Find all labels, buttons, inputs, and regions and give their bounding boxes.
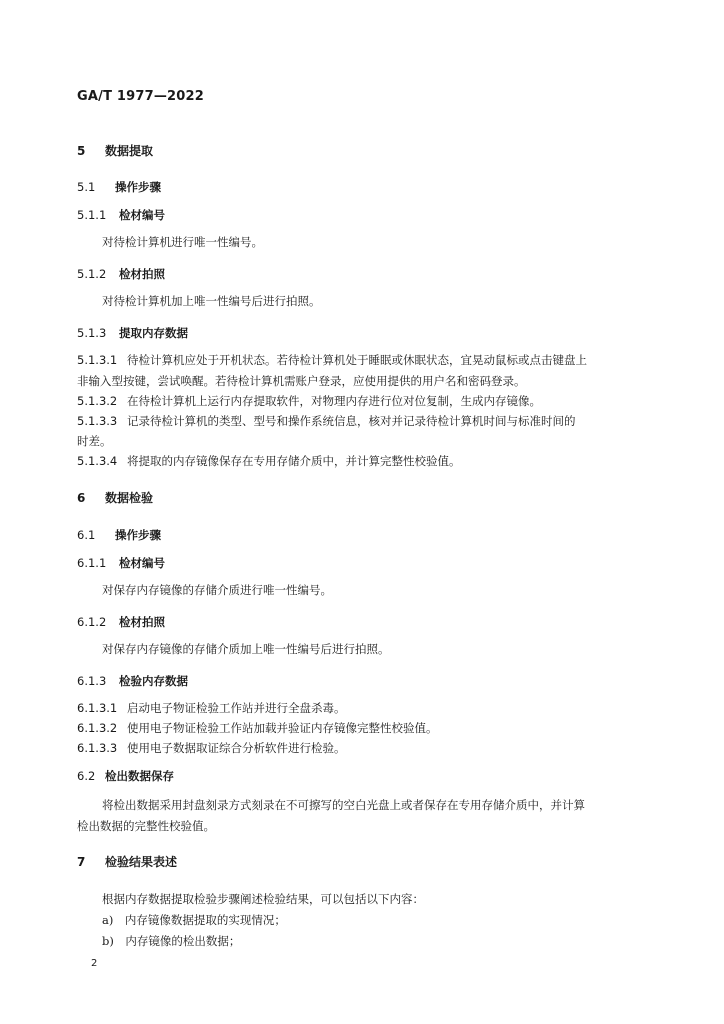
item-6-1-3-1 xyxy=(77,700,346,716)
section-7-heading xyxy=(77,854,177,870)
section-number: 6.2 xyxy=(77,769,96,783)
section-6-1-2-heading xyxy=(77,614,165,630)
section-6-heading xyxy=(77,490,153,506)
item-number: 5.1.3.3 xyxy=(77,414,118,428)
section-6-2-body-line2: 检出数据的完整性校验值。 xyxy=(77,819,215,833)
section-title: 检材编号 xyxy=(119,556,165,570)
section-5-1-heading xyxy=(77,179,161,195)
section-number: 6.1 xyxy=(77,528,96,542)
item-5-1-3-1-cont: 非输入型按键，尝试唤醒。若待检计算机需账户登录，应使用提供的用户名和密码登录。 xyxy=(77,374,526,388)
section-number: 7 xyxy=(77,855,86,869)
page-number: 2 xyxy=(91,958,98,969)
item-number: 6.1.3.2 xyxy=(77,721,118,735)
section-number: 5 xyxy=(77,144,86,158)
section-number: 5.1.3 xyxy=(77,326,107,340)
section-title: 检出数据保存 xyxy=(105,769,174,783)
item-text: 记录待检计算机的类型、型号和操作系统信息，核对并记录待检计算机时间与标准时间的 xyxy=(127,414,576,428)
section-5-1-1-body: 对待检计算机进行唯一性编号。 xyxy=(102,235,263,249)
section-title: 数据检验 xyxy=(105,491,154,505)
item-5-1-3-1 xyxy=(77,352,587,368)
list-item-b: b) 内存镜像的检出数据； xyxy=(102,934,241,948)
section-number: 5.1.2 xyxy=(77,267,107,281)
item-text: 使用电子数据取证综合分析软件进行检验。 xyxy=(127,741,346,755)
item-text: 待检计算机应处于开机状态。若待检计算机处于睡眠或休眠状态，宜晃动鼠标或点击键盘上 xyxy=(127,353,587,367)
item-number: 5.1.3.2 xyxy=(77,394,118,408)
item-text: 使用电子物证检验工作站加载并验证内存镜像完整性校验值。 xyxy=(127,721,438,735)
section-6-1-3-heading xyxy=(77,673,188,689)
item-number: 6.1.3.3 xyxy=(77,741,118,755)
item-number: 5.1.3.4 xyxy=(77,454,118,468)
section-6-2-heading xyxy=(77,768,174,784)
section-title: 检材拍照 xyxy=(119,267,165,281)
section-number: 6.1.1 xyxy=(77,556,107,570)
section-5-1-1-heading xyxy=(77,207,165,223)
section-6-1-1-body: 对保存内存镜像的存储介质进行唯一性编号。 xyxy=(102,583,332,597)
section-5-1-2-heading xyxy=(77,266,165,282)
item-6-1-3-3 xyxy=(77,740,346,756)
section-title: 提取内存数据 xyxy=(119,326,188,340)
section-title: 检材编号 xyxy=(119,208,165,222)
item-5-1-3-4 xyxy=(77,453,461,469)
list-item-a: a) 内存镜像数据提取的实现情况； xyxy=(102,913,286,927)
section-title: 操作步骤 xyxy=(115,528,161,542)
section-number: 6.1.3 xyxy=(77,674,107,688)
item-number: 5.1.3.1 xyxy=(77,353,118,367)
section-5-1-2-body: 对待检计算机加上唯一性编号后进行拍照。 xyxy=(102,294,321,308)
item-text: 启动电子物证检验工作站并进行全盘杀毒。 xyxy=(127,701,346,715)
section-title: 操作步骤 xyxy=(115,180,161,194)
standard-code-header: GA/T 1977—2022 xyxy=(77,89,205,104)
section-6-1-2-body: 对保存内存镜像的存储介质加上唯一性编号后进行拍照。 xyxy=(102,642,390,656)
section-number: 6.1.2 xyxy=(77,615,107,629)
item-5-1-3-3 xyxy=(77,413,576,429)
section-6-2-body-line1: 将检出数据采用封盘刻录方式刻录在不可擦写的空白光盘上或者保存在专用存储介质中，并计算 xyxy=(102,798,585,812)
section-title: 数据提取 xyxy=(105,144,154,158)
section-number: 5.1 xyxy=(77,180,96,194)
item-text: 将提取的内存镜像保存在专用存储介质中，并计算完整性校验值。 xyxy=(127,454,461,468)
section-title: 检验内存数据 xyxy=(119,674,188,688)
section-title: 检材拍照 xyxy=(119,615,165,629)
section-number: 5.1.1 xyxy=(77,208,107,222)
item-number: 6.1.3.1 xyxy=(77,701,118,715)
section-6-1-heading xyxy=(77,527,161,543)
item-text: 在待检计算机上运行内存提取软件，对物理内存进行位对位复制，生成内存镜像。 xyxy=(127,394,541,408)
item-5-1-3-2 xyxy=(77,393,541,409)
section-number: 6 xyxy=(77,491,86,505)
section-7-intro: 根据内存数据提取检验步骤阐述检验结果，可以包括以下内容： xyxy=(102,892,424,906)
section-6-1-1-heading xyxy=(77,555,165,571)
item-6-1-3-2 xyxy=(77,720,438,736)
section-5-1-3-heading xyxy=(77,325,188,341)
section-title: 检验结果表述 xyxy=(105,855,178,869)
item-5-1-3-3-cont: 时差。 xyxy=(77,434,112,448)
section-5-heading xyxy=(77,143,153,159)
